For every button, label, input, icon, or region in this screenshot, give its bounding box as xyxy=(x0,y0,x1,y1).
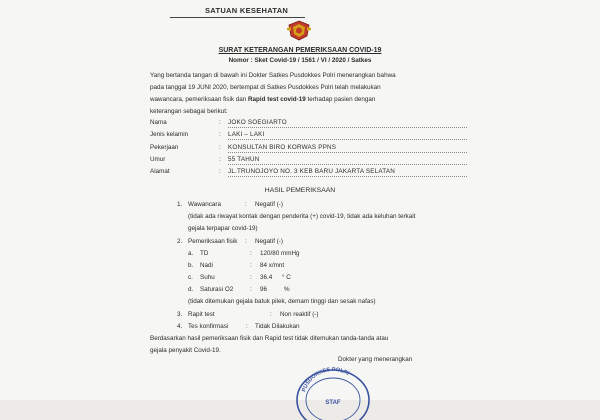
header-divider xyxy=(170,17,305,18)
patient-row-alamat: Alamat : JL.TRUNOJOYO NO. 3 KEB BARU JAKARTA SELATAN xyxy=(0,168,600,180)
wawancara-note-2: gejala terpapar covid-19) xyxy=(188,225,258,232)
fisik-note: (tidak ditemukan gejala batuk pilek, demam tinggi dan sesak nafas) xyxy=(188,298,376,305)
vital-suhu: c. Suhu : 36.4 ° C xyxy=(188,274,291,281)
police-emblem-icon xyxy=(286,19,312,41)
vital-td: a. TD : 120/80 mmHg xyxy=(188,250,300,257)
result-wawancara: 1. Wawancara : Negatif (-) xyxy=(177,201,283,208)
intro-line-2: pada tanggal 19 JUNI 2020, bertempat di Satkes Pusdokkes Polri telah melakukan xyxy=(150,84,381,91)
patient-row-pekerjaan: Pekerjaan : KONSULTAN BIRO KORWAS PPNS xyxy=(0,144,600,156)
document-number: Nomor : Sket Covid-19 / 1561 / VI / 2020 / Satkes xyxy=(228,57,372,64)
conclusion-line-1: Berdasarkan hasil pemeriksaan fisik dan Rapid test tidak ditemukan tanda-tanda atau xyxy=(150,335,389,342)
patient-row-nama: Nama : JOKO SOEGIARTO xyxy=(0,119,600,131)
patient-row-jenis-kelamin: Jenis kelamin : LAKI – LAKI xyxy=(0,131,600,143)
result-tes-konfirmasi: 4. Tes konfirmasi : Tidak Dilakukan xyxy=(177,323,300,330)
result-rapid-test: 3. Rapit test : Non reaktif (-) xyxy=(177,311,319,318)
unit-name: SATUAN KESEHATAN xyxy=(205,6,289,15)
vital-nadi: b. Nadi : 84 x/mnt xyxy=(188,262,285,269)
intro-line-1: Yang bertanda tangan di bawah ini Dokter Satkes Pusdokkes Polri menerangkan bahwa xyxy=(150,72,396,79)
conclusion-line-2: gejala penyakit Covid-19. xyxy=(150,347,221,354)
result-pemeriksaan-fisik: 2. Pemeriksaan fisik : Negatif (-) xyxy=(177,238,283,245)
stamp-arc-text: PUSDOKKES POLRI xyxy=(301,366,351,393)
results-heading: HASIL PEMERIKSAAN xyxy=(264,187,336,194)
document-title: SURAT KETERANGAN PEMERIKSAAN COVID-19 xyxy=(218,47,382,54)
intro-line-3: wawancara, pemeriksaan fisik dan Rapid test covid-19 terhadap pasien dengan xyxy=(150,96,376,103)
signature-caption: Dokter yang menerangkan xyxy=(338,356,413,363)
intro-line-4: keterangan sebagai berikut: xyxy=(150,108,228,115)
official-stamp-icon xyxy=(292,360,374,420)
stamp-center-text: STAF xyxy=(325,400,341,406)
vital-saturasi: d. Saturasi O2 : 96 % xyxy=(188,286,290,293)
patient-row-umur: Umur : 55 TAHUN xyxy=(0,156,600,168)
wawancara-note-1: (tidak ada riwayat kontak dengan penderita (+) covid-19, tidak ada keluhan terkait xyxy=(188,213,416,220)
